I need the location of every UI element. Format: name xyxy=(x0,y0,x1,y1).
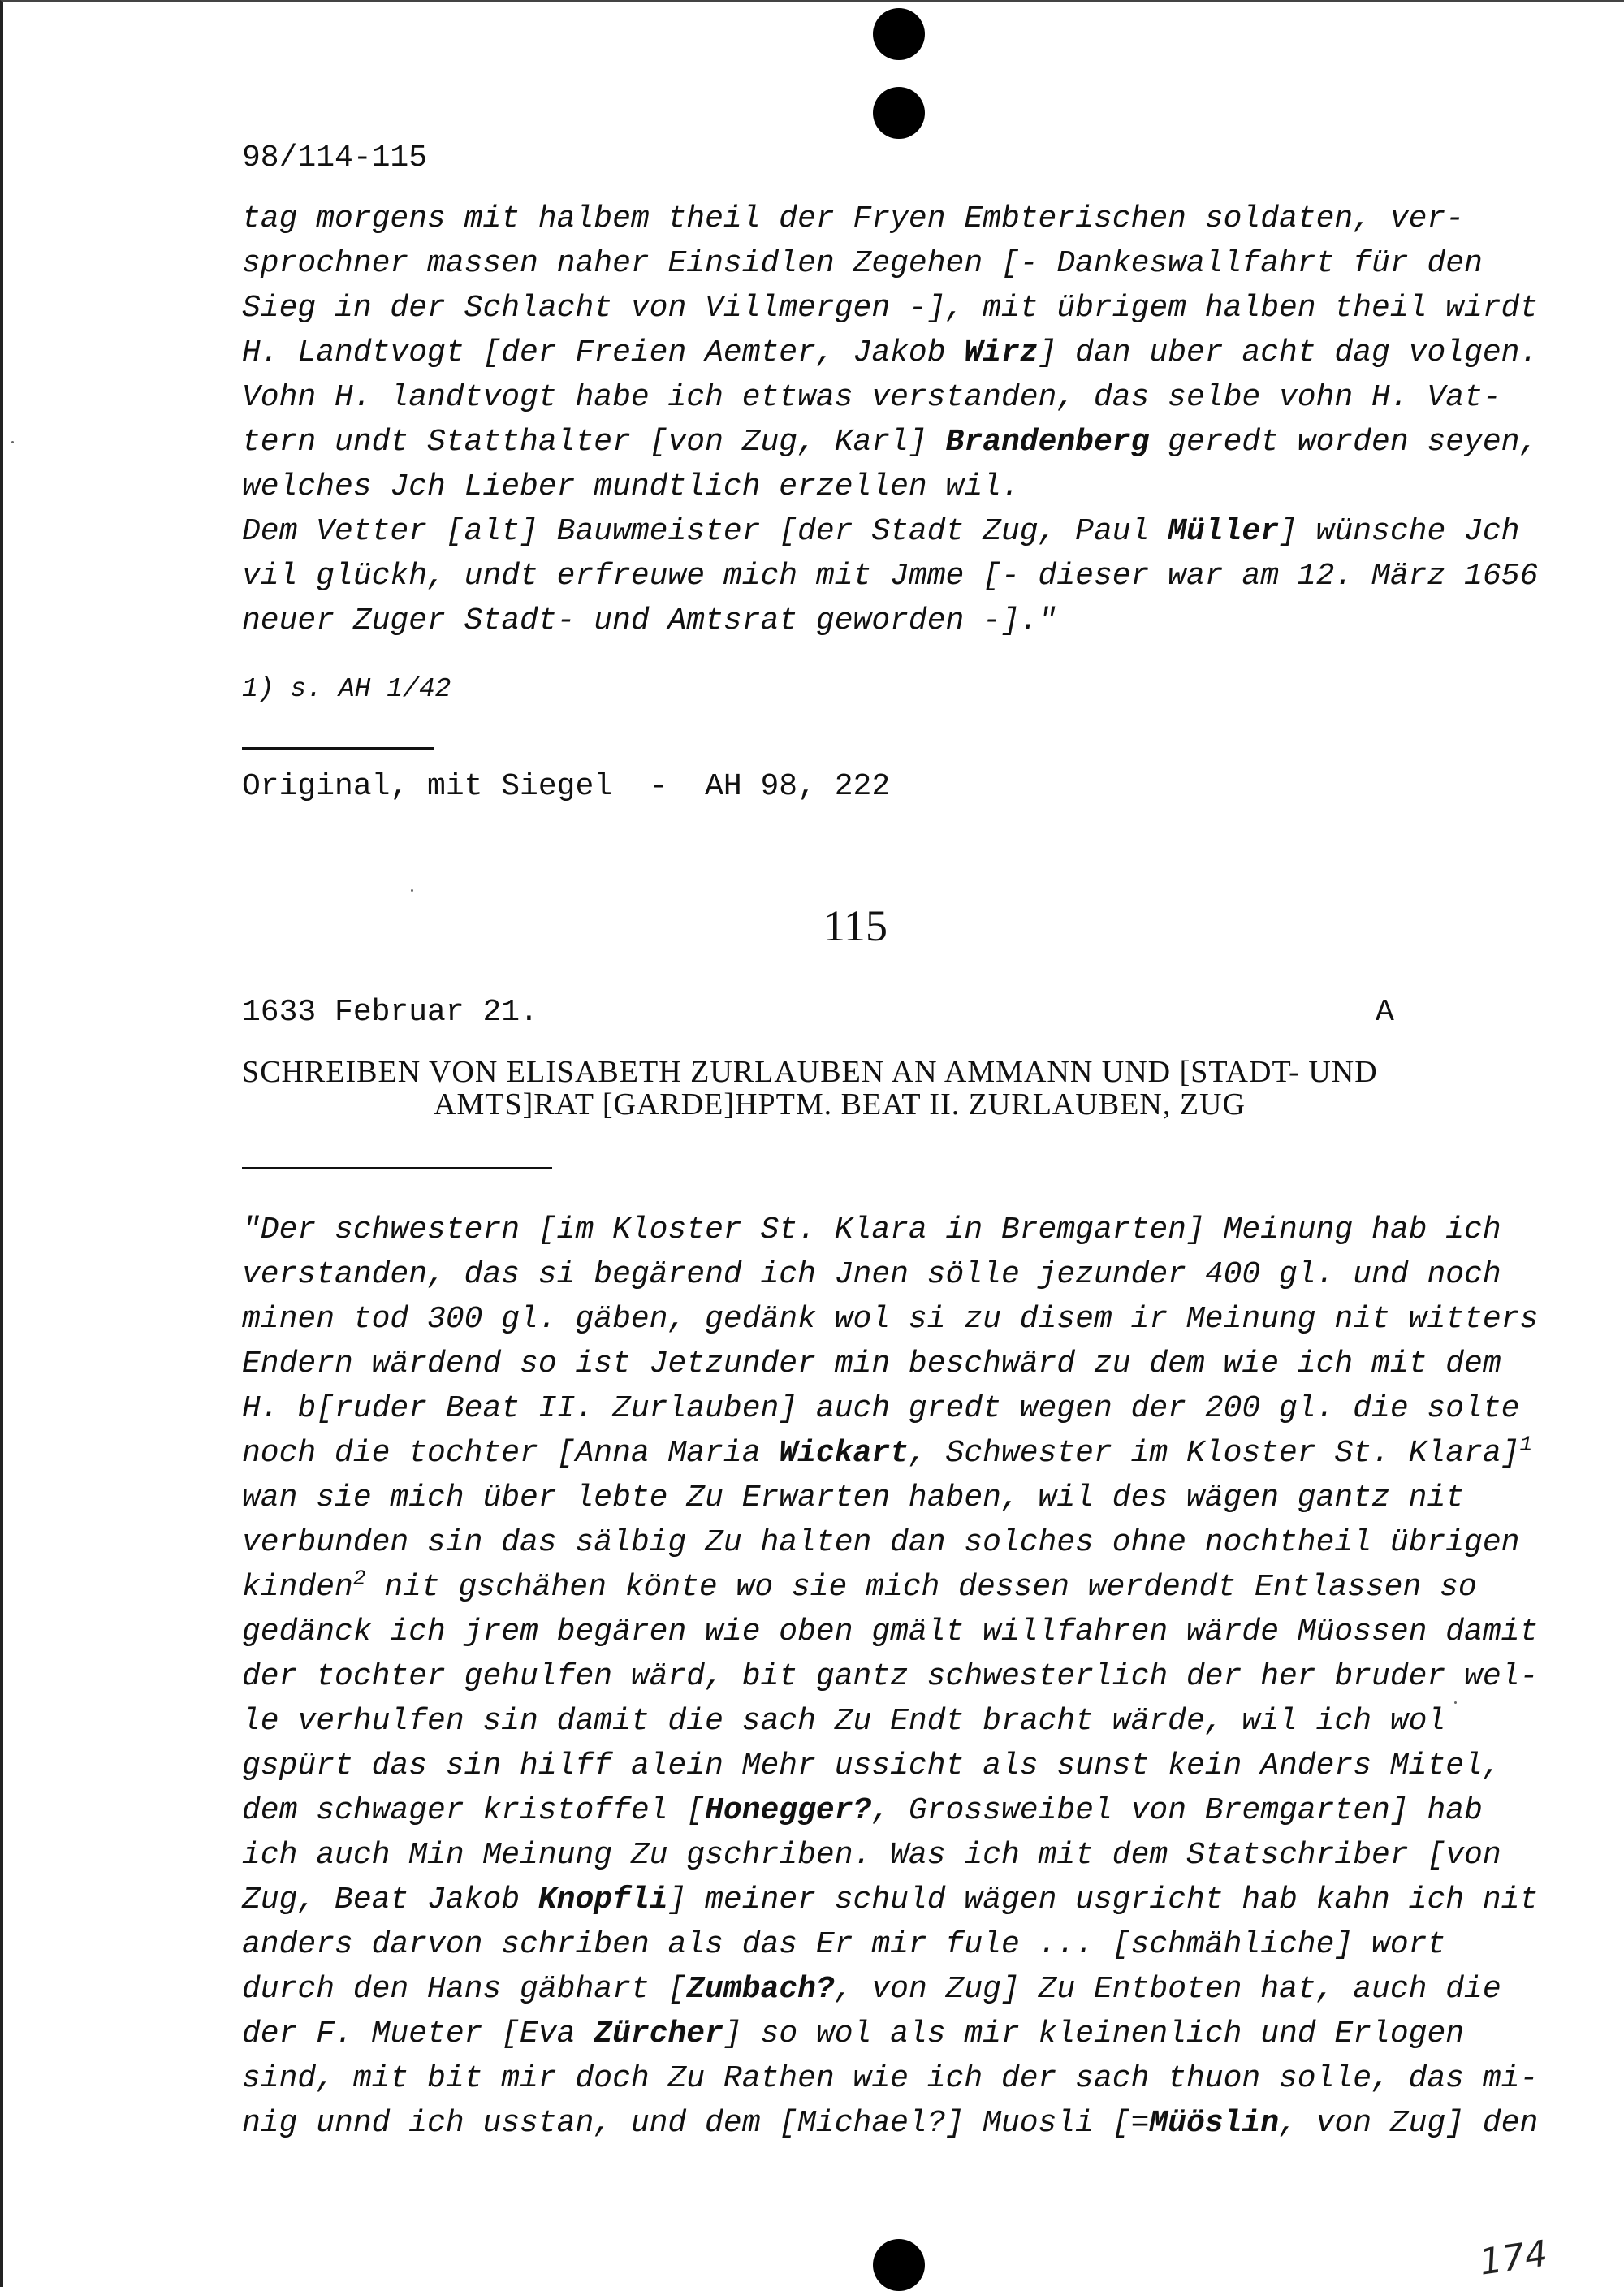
speck xyxy=(11,441,14,443)
text-line: noch die tochter [Anna Maria Wickart, Schwester im Kloster St. Klara]$^1$ xyxy=(242,1432,1533,1471)
text-line: ich auch Min Meinung Zu gschriben. Was ich mit dem Statschriber [von xyxy=(242,1838,1501,1873)
text-line: kinden$^2$ nit gschähen könte wo sie mich dessen werdendt Entlassen so xyxy=(242,1566,1477,1605)
text-line: tag morgens mit halbem theil der Fryen Embterischen soldaten, ver- xyxy=(242,201,1465,236)
text-line: welches Jch Lieber mundtlich erzellen wil. xyxy=(242,469,1020,504)
text-line: gedänck ich jrem begären wie oben gmält willfahren wärde Müossen damit xyxy=(242,1615,1539,1649)
text-line: neuer Zuger Stadt- und Amtsrat geworden -]." xyxy=(242,603,1057,638)
source-note: Original, mit Siegel - AH 98, 222 xyxy=(242,769,891,804)
text-line: dem schwager kristoffel [Honegger?, Grossweibel von Bremgarten] hab xyxy=(242,1793,1483,1828)
text-line: verstanden, das si begärend ich Jnen sölle jezunder 400 gl. und noch xyxy=(242,1257,1501,1292)
text-line: anders darvon schriben als das Er mir fule ... [schmähliche] wort xyxy=(242,1927,1446,1962)
reference-number: 98/114-115 xyxy=(242,140,428,175)
punch-hole-bottom xyxy=(873,2239,925,2291)
previous-letter-text xyxy=(242,197,1538,643)
footnote: 1) s. AH 1/42 xyxy=(242,674,451,704)
page-number: 174 xyxy=(1476,2233,1551,2284)
text-line: verbunden sin das sälbig Zu halten dan solches ohne nochtheil übrigen xyxy=(242,1525,1520,1560)
text-line: sprochner massen naher Einsidlen Zegehen [- Dankeswallfahrt für den xyxy=(242,246,1483,281)
text-line: Vohn H. landtvogt habe ich ettwas verstanden, das selbe vohn H. Vat- xyxy=(242,380,1501,415)
text-line: H. Landtvogt [der Freien Aemter, Jakob Wirz] dan uber acht dag volgen. xyxy=(242,335,1539,370)
title-rule xyxy=(242,1167,552,1169)
text-line: H. b[ruder Beat II. Zurlauben] auch gredt wegen der 200 gl. die solte xyxy=(242,1391,1520,1426)
title-line: SCHREIBEN VON ELISABETH ZURLAUBEN AN AMMANN UND [STADT- UND xyxy=(242,1055,1378,1089)
text-line: le verhulfen sin damit die sach Zu Endt bracht wärde, wil ich wol xyxy=(242,1704,1446,1739)
document-letter: A xyxy=(1376,995,1394,1030)
speck xyxy=(411,889,413,892)
text-line: gspürt das sin hilff alein Mehr ussicht als sunst kein Anders Mitel, xyxy=(242,1749,1501,1783)
text-line: Zug, Beat Jakob Knopfli] meiner schuld wägen usgricht hab kahn ich nit xyxy=(242,1883,1539,1917)
text-line: nig unnd ich usstan, und dem [Michael?] Muosli [=Müöslin, von Zug] den xyxy=(242,2106,1539,2141)
document-title xyxy=(242,1056,1403,1121)
text-line: Endern wärdend so ist Jetzunder min beschwärd zu dem wie ich mit dem xyxy=(242,1347,1501,1381)
text-line: der tochter gehulfen wärd, bit gantz schwesterlich der her bruder wel- xyxy=(242,1659,1539,1694)
letter-body xyxy=(242,1208,1538,2146)
document-number: 115 xyxy=(823,901,888,950)
title-line: AMTS]RAT [GARDE]HPTM. BEAT II. ZURLAUBEN, ZUG xyxy=(434,1087,1246,1122)
text-line: wan sie mich über lebte Zu Erwarten haben, wil des wägen gantz nit xyxy=(242,1481,1465,1515)
punch-hole-top-2 xyxy=(873,87,925,139)
punch-hole-top-1 xyxy=(873,8,925,60)
text-line: "Der schwestern [im Kloster St. Klara in Bremgarten] Meinung hab ich xyxy=(242,1213,1501,1247)
text-line: Dem Vetter [alt] Bauwmeister [der Stadt Zug, Paul Müller] wünsche Jch xyxy=(242,514,1520,549)
text-line: Sieg in der Schlacht von Villmergen -], mit übrigem halben theil wirdt xyxy=(242,291,1539,326)
text-line: sind, mit bit mir doch Zu Rathen wie ich der sach thuon solle, das mi- xyxy=(242,2061,1539,2096)
text-line: minen tod 300 gl. gäben, gedänk wol si zu disem ir Meinung nit witters xyxy=(242,1302,1539,1337)
document-date: 1633 Februar 21. xyxy=(242,995,538,1030)
text-line: tern undt Statthalter [von Zug, Karl] Brandenberg geredt worden seyen, xyxy=(242,425,1539,460)
text-line: vil glückh, undt erfreuwe mich mit Jmme [- dieser war am 12. März 1656 xyxy=(242,559,1539,594)
footnote-rule xyxy=(242,747,434,750)
text-line: durch den Hans gäbhart [Zumbach?, von Zug] Zu Entboten hat, auch die xyxy=(242,1972,1501,2007)
text-line: der F. Mueter [Eva Zürcher] so wol als mir kleinenlich und Erlogen xyxy=(242,2017,1465,2051)
